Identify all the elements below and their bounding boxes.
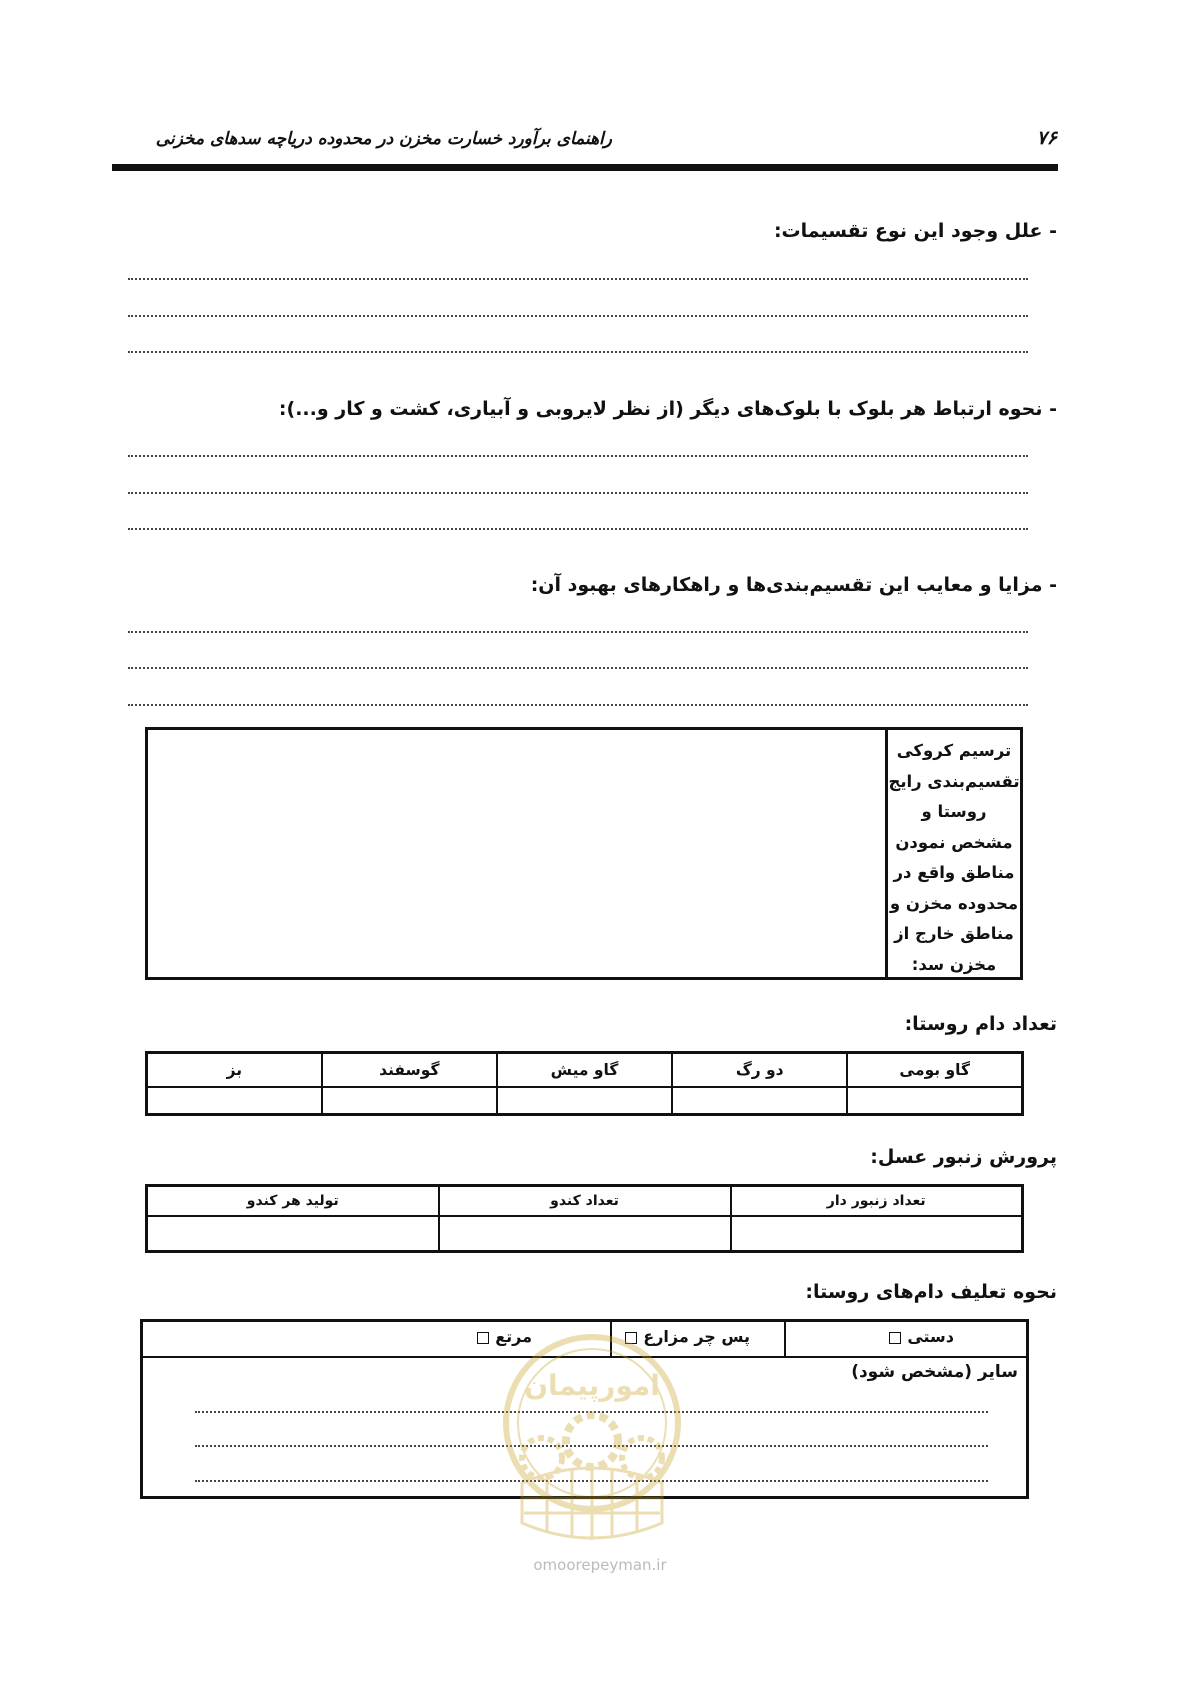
beekeeping-table [145, 1184, 1024, 1253]
table-row [147, 1087, 1023, 1115]
watermark-logo-icon [492, 1333, 692, 1549]
col-native-cow: گاو بومی [847, 1053, 1022, 1088]
feed-other-label: سایر (مشخص شود) [851, 1362, 1018, 1382]
answer-line[interactable] [128, 278, 1028, 280]
table-header-row [147, 1186, 1023, 1217]
livestock-table [145, 1051, 1024, 1116]
col-goat: بز [147, 1053, 322, 1088]
table-cell[interactable] [847, 1087, 1022, 1115]
feed-option-label: دستی [907, 1327, 954, 1346]
feed-option-label: مرتع [495, 1327, 532, 1346]
table-cell[interactable] [439, 1216, 731, 1252]
col-hives: تعداد کندو [439, 1186, 731, 1217]
checkbox-icon[interactable] [889, 1332, 901, 1344]
livestock-heading: تعداد دام روستا: [904, 1013, 1057, 1035]
col-crossbreed: دو رگ [672, 1053, 847, 1088]
sketch-box [145, 727, 1023, 980]
table-cell[interactable] [731, 1216, 1023, 1252]
feed-separator [784, 1322, 786, 1356]
section-heading-block-relations: - نحوه ارتباط هر بلوک با بلوک‌های دیگر (از نظر لایروبی و آبیاری، کشت و کار و...): [278, 398, 1057, 420]
feeding-heading: نحوه تعلیف دام‌های روستا: [805, 1281, 1057, 1303]
table-cell[interactable] [322, 1087, 497, 1115]
table-cell[interactable] [672, 1087, 847, 1115]
answer-line[interactable] [128, 492, 1028, 494]
running-header-title: راهنمای برآورد خسارت مخزن در محدوده دریاچه سدهای مخزنی [155, 129, 612, 149]
section-heading-reasons: - علل وجود این نوع تقسیمات: [773, 220, 1057, 242]
col-buffalo: گاو میش [497, 1053, 672, 1088]
answer-line[interactable] [128, 315, 1028, 317]
beekeeping-heading: پرورش زنبور عسل: [870, 1146, 1057, 1168]
watermark-logo-text: امورپیمان [524, 1369, 660, 1402]
sketch-label: ترسیم کروکی تقسیم‌بندی رایج روستا و مشخص نمودن مناطق واقع در محدوده مخزن و مناطق خارج از مخزن سد: [888, 741, 1020, 974]
section-heading-pros-cons: - مزایا و معایب این تقسیم‌بندی‌ها و راهکارهای بهبود آن: [530, 574, 1057, 596]
table-cell[interactable] [147, 1216, 439, 1252]
answer-line[interactable] [128, 631, 1028, 633]
table-row [147, 1216, 1023, 1252]
answer-line[interactable] [128, 351, 1028, 353]
page-number: ۷۶ [1036, 127, 1057, 149]
table-cell[interactable] [497, 1087, 672, 1115]
table-header-row [147, 1053, 1023, 1088]
answer-line[interactable] [128, 528, 1028, 530]
answer-line[interactable] [128, 455, 1028, 457]
col-beekeepers: تعداد زنبور دار [731, 1186, 1023, 1217]
watermark-site: omoorepeyman.ir [533, 1556, 667, 1574]
sketch-drawing-area[interactable] [148, 730, 885, 977]
header-rule [112, 164, 1058, 171]
sketch-divider [885, 730, 888, 977]
col-sheep: گوسفند [322, 1053, 497, 1088]
answer-line[interactable] [128, 667, 1028, 669]
checkbox-icon[interactable] [477, 1332, 489, 1344]
table-cell[interactable] [147, 1087, 322, 1115]
feed-option-manual[interactable] [889, 1327, 954, 1346]
answer-line[interactable] [128, 704, 1028, 706]
feed-option-label: پس چر مزارع [643, 1327, 750, 1346]
col-production-per-hive: تولید هر کندو [147, 1186, 439, 1217]
